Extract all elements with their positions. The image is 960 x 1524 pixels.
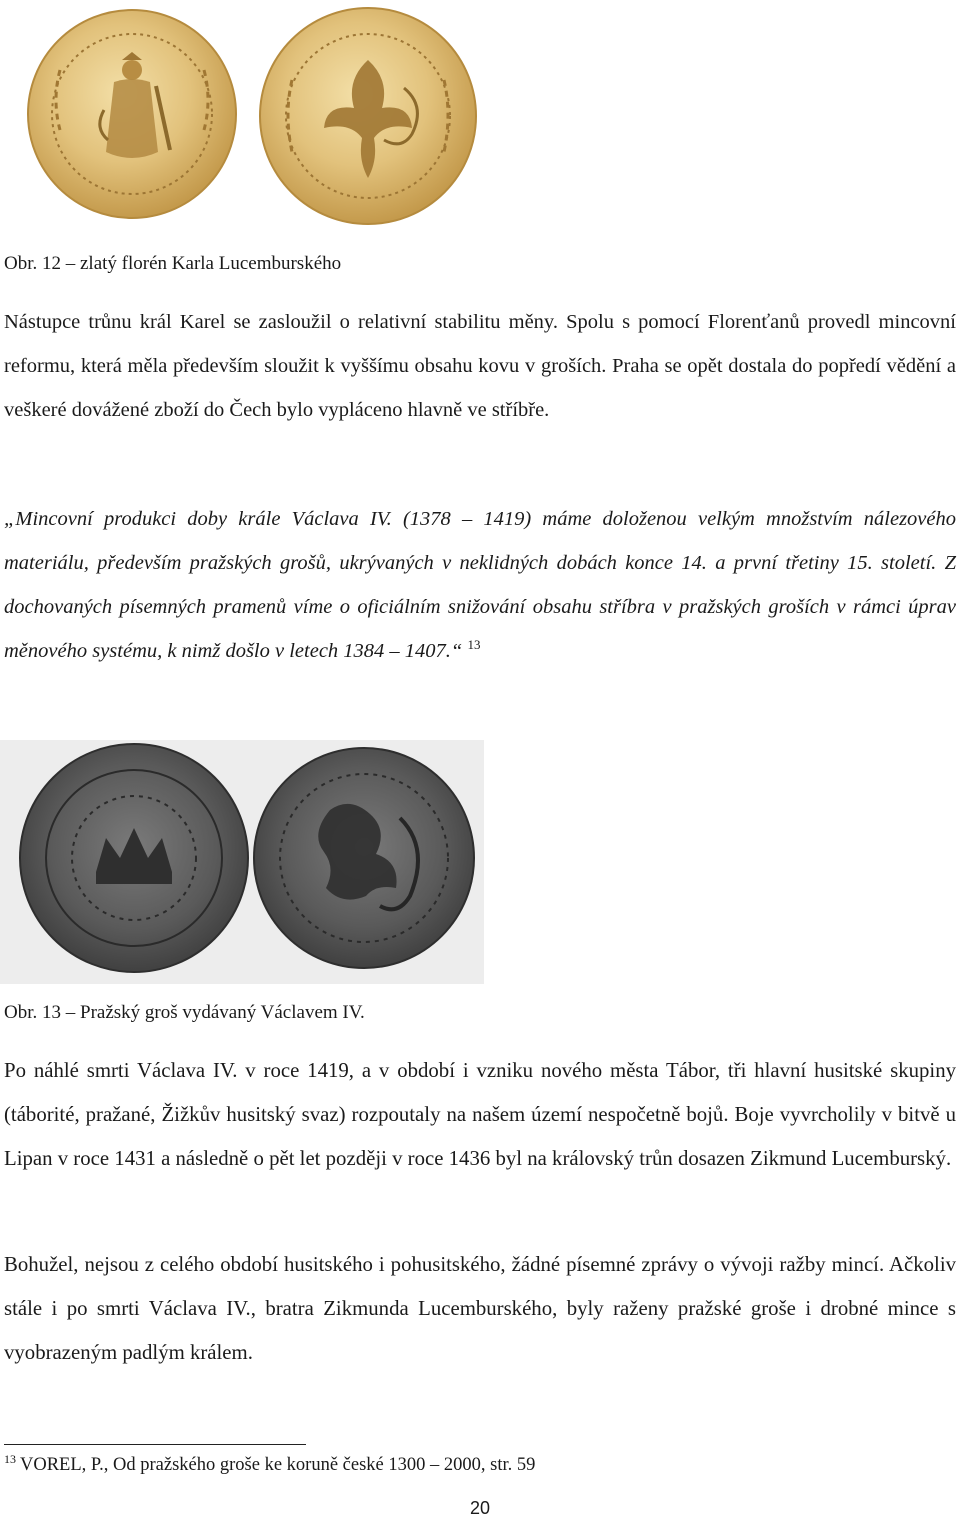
paragraph-post-hussite-coinage: Bohužel, nejsou z celého období husitského i pohusitského, žádné písemné zprávy o vývoji ražby mincí. Ačkoliv stále i po smrti Václava IV., bratra Zikmunda Lucemburského, byly raženy pražské groše i drobné mince s vyobrazeným padlým králem.: [4, 1253, 956, 1364]
paragraph-hussite-wars: Po náhlé smrti Václava IV. v roce 1419, a v období i vzniku nového města Tábor, tři hlavní husitské skupiny (táborité, pražané, Žižkův husitský svaz) rozpoutaly na našem území nespočetně bojů. Boje vyvrcholily v bitvě u Lipan v roce 1431 a následně o pět let později v roce 1436 byl na královský trůn dosazen Zikmund Lucemburský.: [4, 1059, 956, 1170]
florin-obverse: [28, 10, 236, 218]
florin-reverse: [260, 8, 476, 224]
groschen-reverse: [254, 748, 474, 968]
quote-vaclav-coinage: [4, 497, 956, 675]
footnote-text: VOREL, P., Od pražského groše ke koruně české 1300 – 2000, str. 59: [20, 1455, 536, 1475]
figure-13-caption: Obr. 13 – Pražský groš vydávaný Václavem IV.: [4, 1002, 365, 1023]
footnote-number: 13: [4, 1452, 16, 1466]
gold-florin-icon: [20, 0, 484, 236]
groschen-obverse: [20, 744, 248, 972]
quote-text: „Mincovní produkci doby krále Václava IV. (1378 – 1419) máme doloženou velkým množstvím nálezového materiálu, především pražských grošů, ukrývaných v neklidných dobách konce 14. a první třetiny 15. století. Z dochovaných písemných pramenů víme o oficiálním snižování obsahu stříbra v pražských groších v rámci úprav měnového systému, k nimž došlo v letech 1384 – 1407.“: [4, 508, 956, 662]
footnote-13: [4, 1453, 535, 1478]
page-number: 20: [469, 1498, 491, 1518]
prague-groschen-image: [0, 740, 484, 984]
florin-coins-image: [20, 0, 484, 236]
silver-groschen-icon: [0, 740, 484, 984]
paragraph-karel-reform: Nástupce trůnu král Karel se zasloužil o relativní stabilitu měny. Spolu s pomocí Florenťanů provedl mincovní reformu, která měla především sloužit k vyššímu obsahu kovu v groších. Praha se opět dostala do popředí vědění a veškeré dovážené zboží do Čech bylo vypláceno hlavně ve stříbře.: [4, 311, 956, 421]
figure-12-caption: Obr. 12 – zlatý florén Karla Lucemburského: [4, 253, 342, 274]
footnote-divider: [4, 1444, 306, 1445]
footnote-reference[interactable]: 13: [467, 637, 481, 652]
